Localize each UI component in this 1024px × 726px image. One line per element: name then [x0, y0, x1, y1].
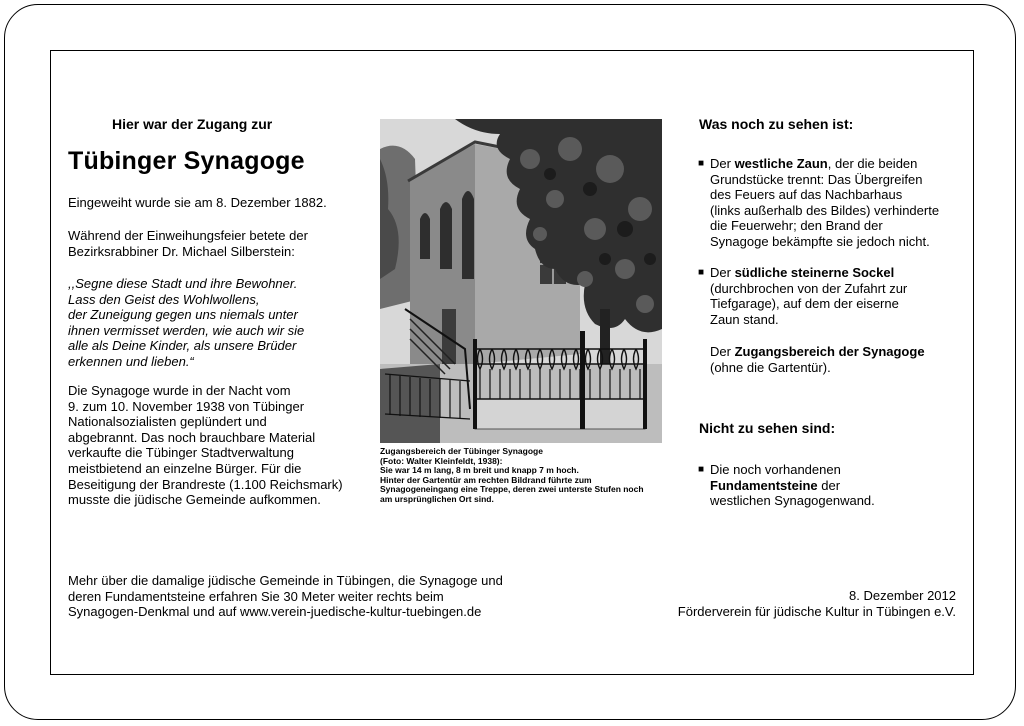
access-text: Der Zugangsbereich der Synagoge (ohne die Gartentür). — [710, 344, 925, 375]
list-item: ■ Der westliche Zaun, der die beiden Grundstücke trennt: Das Übergreifen des Feuers auf das Nachbarhaus (links außerhalb des Bildes) verhinderte die Feuerwehr; den Brand der Synagoge bekämpfte sie jedoch nicht. — [698, 156, 940, 249]
visible-heading: Was noch zu sehen ist: — [699, 116, 854, 132]
prayer-quote: ,,Segne diese Stadt und ihre Bewohner. Lass den Geist des Wohlwollens, der Zuneigung gegen uns niemals unter ihnen vermisset werden, wie auch wir sie alle als Deine Kinder, als unsere Brüder erkennen und lieben.“ — [68, 276, 305, 369]
photo-caption: Zugangsbereich der Tübinger Synagoge (Foto: Walter Kleinfeldt, 1938): Sie war 14 m lang, 8 m breit und knapp 7 m hoch. Hinter der Gartentür am rechten Bildrand führte zum Synagogeneingang eine Treppe, deren zwei unterste Stufen noch am ursprünglichen Ort sind. — [380, 446, 644, 504]
bullet-icon: ■ — [698, 267, 705, 278]
consecrated-text: Eingeweiht wurde sie am 8. Dezember 1882. — [68, 195, 327, 210]
list-item: ■ Der südliche steinerne Sockel (durchbrochen von der Zufahrt zur Tiefgarage), auf dem der eiserne Zaun stand. — [698, 265, 908, 327]
footer-date: 8. Dezember 2012 — [849, 588, 956, 603]
page-title: Tübinger Synagoge — [68, 147, 305, 175]
footer-signature — [678, 588, 956, 619]
bullet-icon: ■ — [698, 158, 705, 169]
prayer-intro: Während der Einweihungsfeier betete der Bezirksrabbiner Dr. Michael Silberstein: — [68, 228, 308, 259]
not-visible-heading: Nicht zu sehen sind: — [699, 420, 836, 436]
subtitle: Hier war der Zugang zur — [112, 116, 273, 132]
bullet-icon: ■ — [698, 464, 705, 475]
synagogue-photo — [380, 119, 662, 443]
more-info-text: Mehr über die damalige jüdische Gemeinde in Tübingen, die Synagoge und deren Fundamentsteine erfahren Sie 30 Meter weiter rechts beim Synagogen-Denkmal und auf www.verein-juedische-kultur-tuebingen.de — [68, 573, 503, 620]
footer-organization: Förderverein für jüdische Kultur in Tübingen e.V. — [677, 603, 956, 619]
history-text: Die Synagoge wurde in der Nacht vom 9. zum 10. November 1938 von Tübinger Nationalsozialisten geplündert und abgebrannt. Das noch brauchbare Material verkaufte die Tübinger Stadtverwaltung meistbietend an einzelne Bürger. Für die Beseitigung der Brandreste (1.100 Reichsmark) musste die jüdische Gemeinde aufkommen. — [68, 383, 343, 508]
list-item: ■ Die noch vorhandenen Fundamentsteine der westlichen Synagogenwand. — [698, 462, 875, 509]
